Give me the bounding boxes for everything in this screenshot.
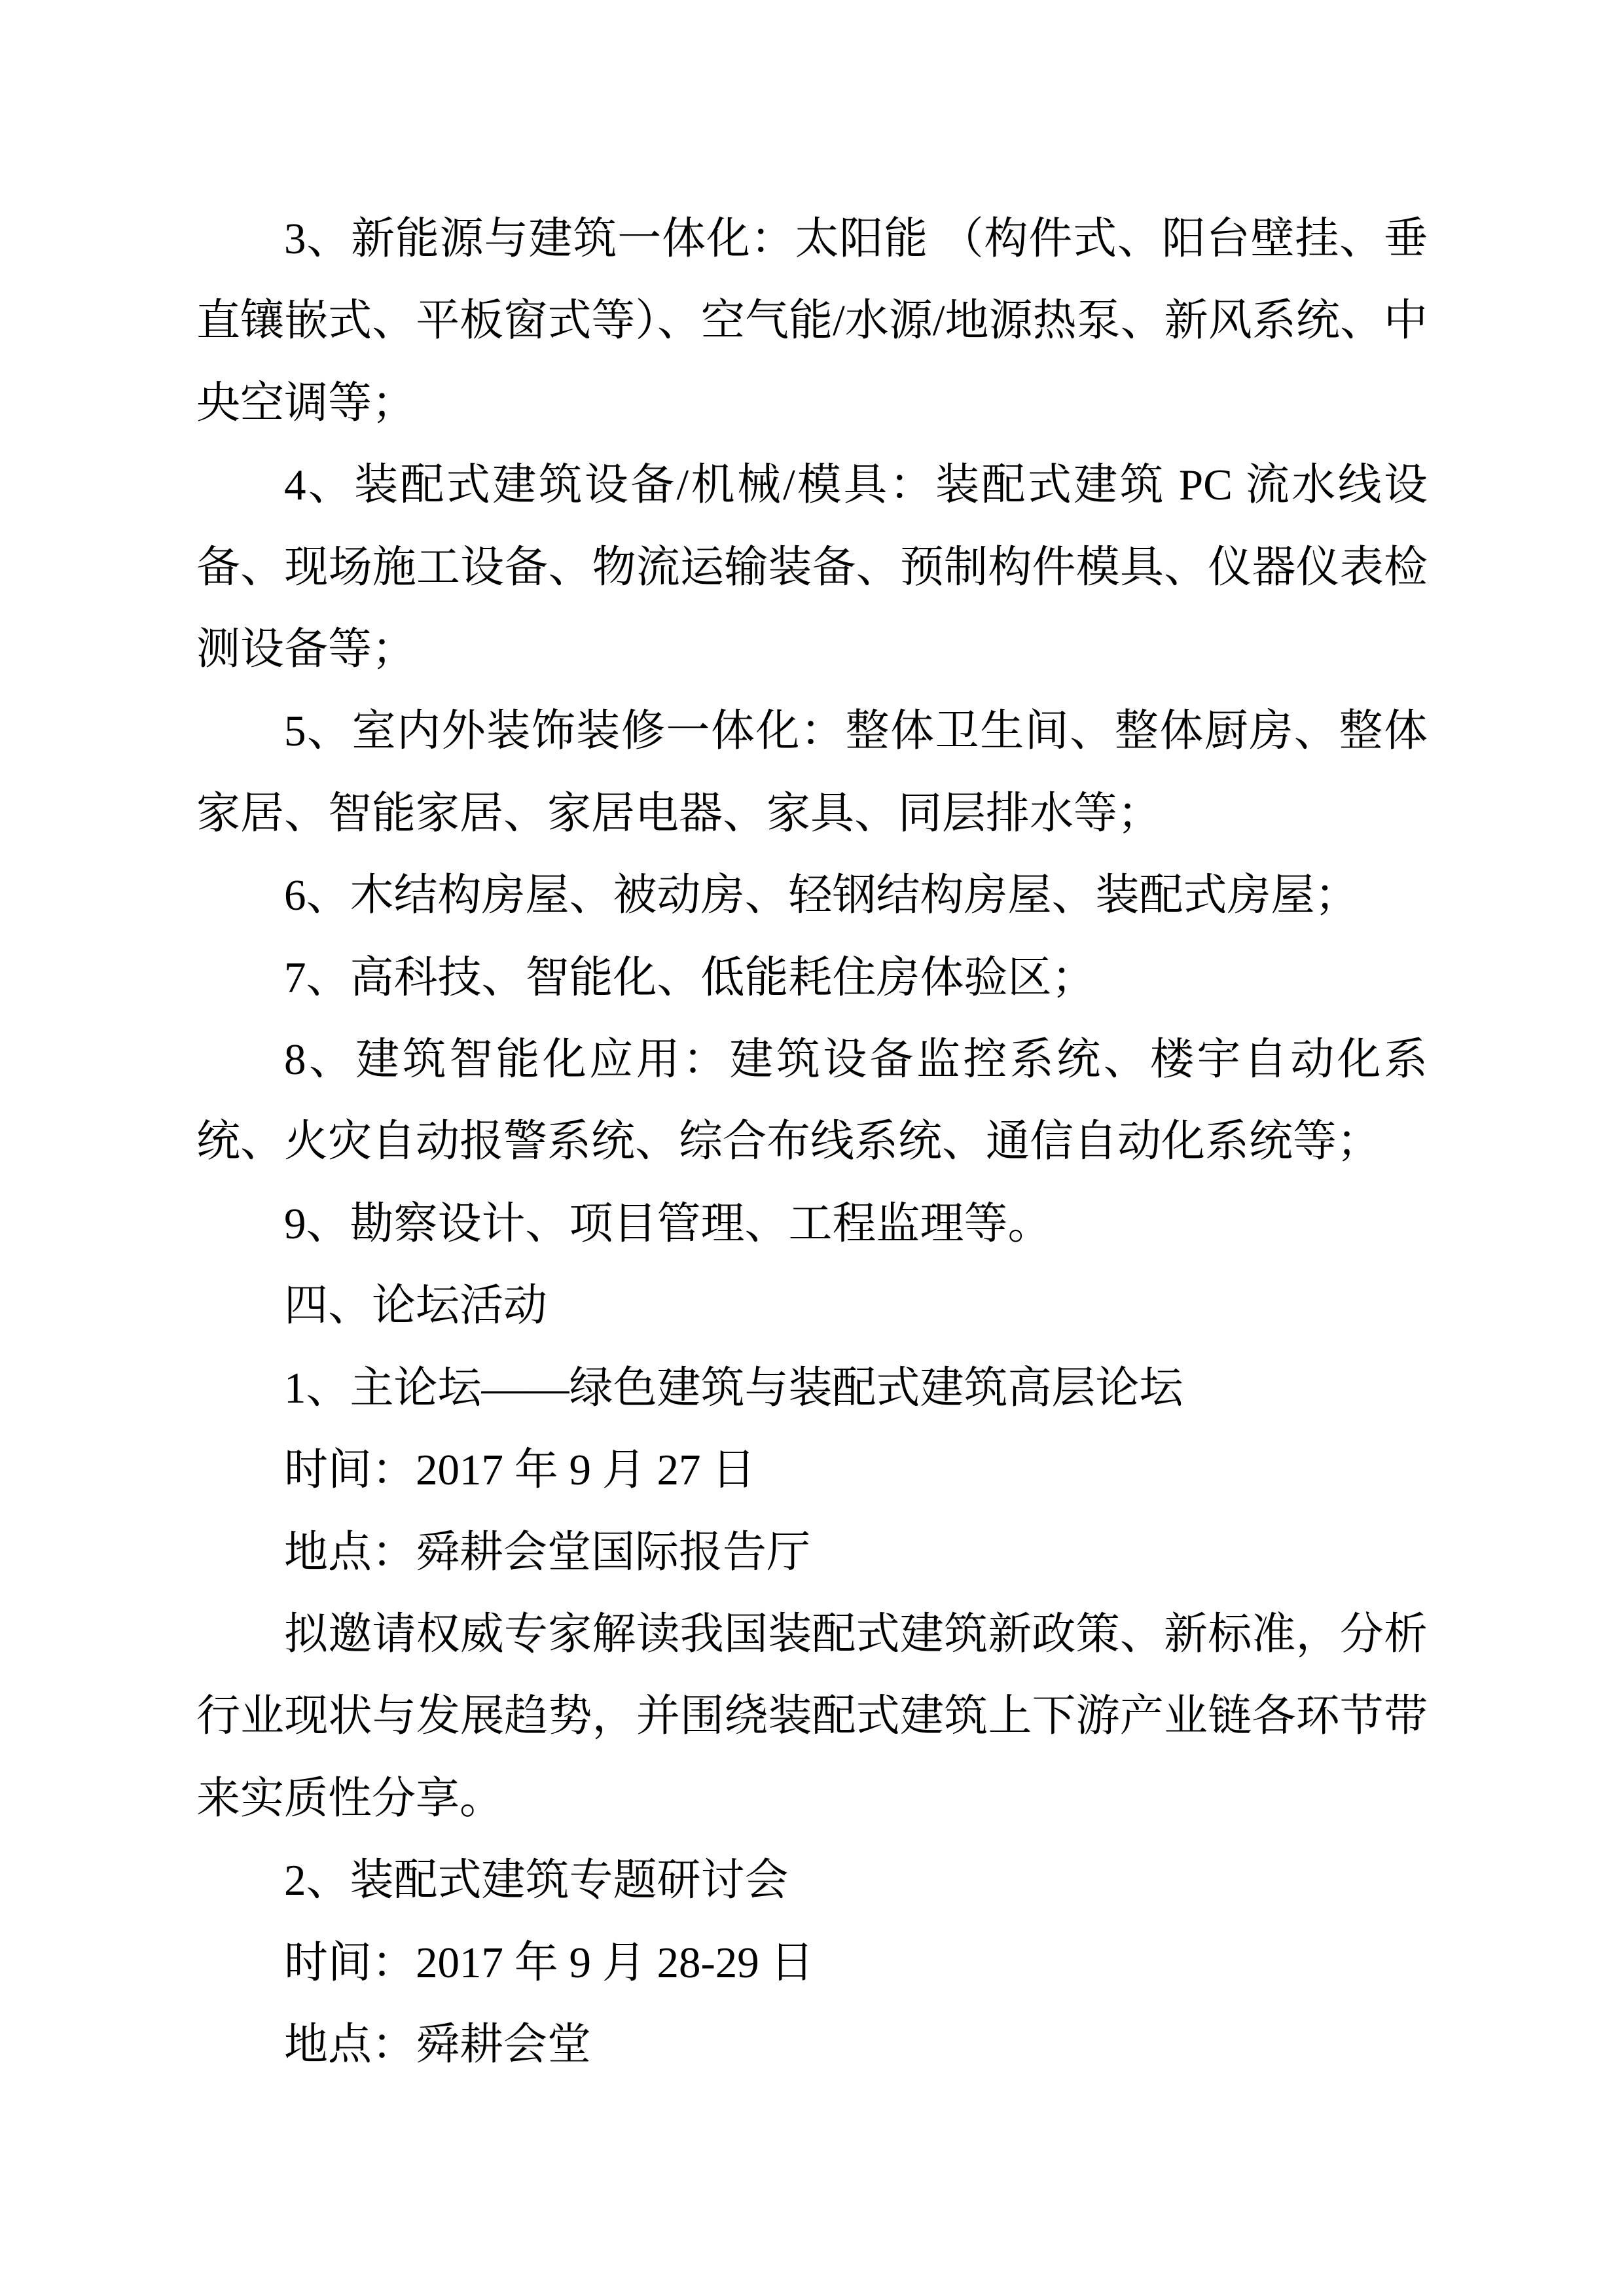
document-content	[196, 198, 1428, 2086]
paragraph: 拟邀请权威专家解读我国装配式建筑新政策、新标准，分析行业现状与发展趋势，并围绕装配式建筑上下游产业链各环节带来实质性分享。	[196, 1609, 1428, 1823]
paragraph: 地点：舜耕会堂	[284, 2020, 591, 2069]
paragraph: 6、木结构房屋、被动房、轻钢结构房屋、装配式房屋；	[284, 871, 1359, 920]
paragraph: 4、装配式建筑设备/机械/模具：装配式建筑 PC 流水线设备、现场施工设备、物流运输装备、预制构件模具、仪器仪表检测设备等；	[196, 461, 1428, 674]
paragraph: 时间：2017 年 9 月 27 日	[284, 1446, 756, 1495]
paragraph: 8、建筑智能化应用：建筑设备监控系统、楼宇自动化系统、火灾自动报警系统、综合布线系统、通信自动化系统等；	[196, 1035, 1428, 1166]
paragraph: 1、主论坛——绿色建筑与装配式建筑高层论坛	[284, 1363, 1183, 1412]
paragraph: 2、装配式建筑专题研讨会	[284, 1856, 789, 1905]
paragraph: 5、室内外装饰装修一体化：整体卫生间、整体厨房、整体家居、智能家居、家居电器、家具、同层排水等；	[196, 707, 1428, 838]
paragraph: 9、勘察设计、项目管理、工程监理等。	[284, 1199, 1052, 1248]
paragraph: 时间：2017 年 9 月 28-29 日	[284, 1938, 814, 1987]
paragraph: 3、新能源与建筑一体化：太阳能 （构件式、阳台壁挂、垂直镶嵌式、平板窗式等）、空气能/水源/地源热泵、新风系统、中央空调等；	[196, 215, 1428, 427]
paragraph: 7、高科技、智能化、低能耗住房体验区；	[284, 953, 1096, 1002]
paragraph: 四、论坛活动	[284, 1282, 547, 1331]
paragraph: 地点：舜耕会堂国际报告厅	[284, 1528, 810, 1577]
